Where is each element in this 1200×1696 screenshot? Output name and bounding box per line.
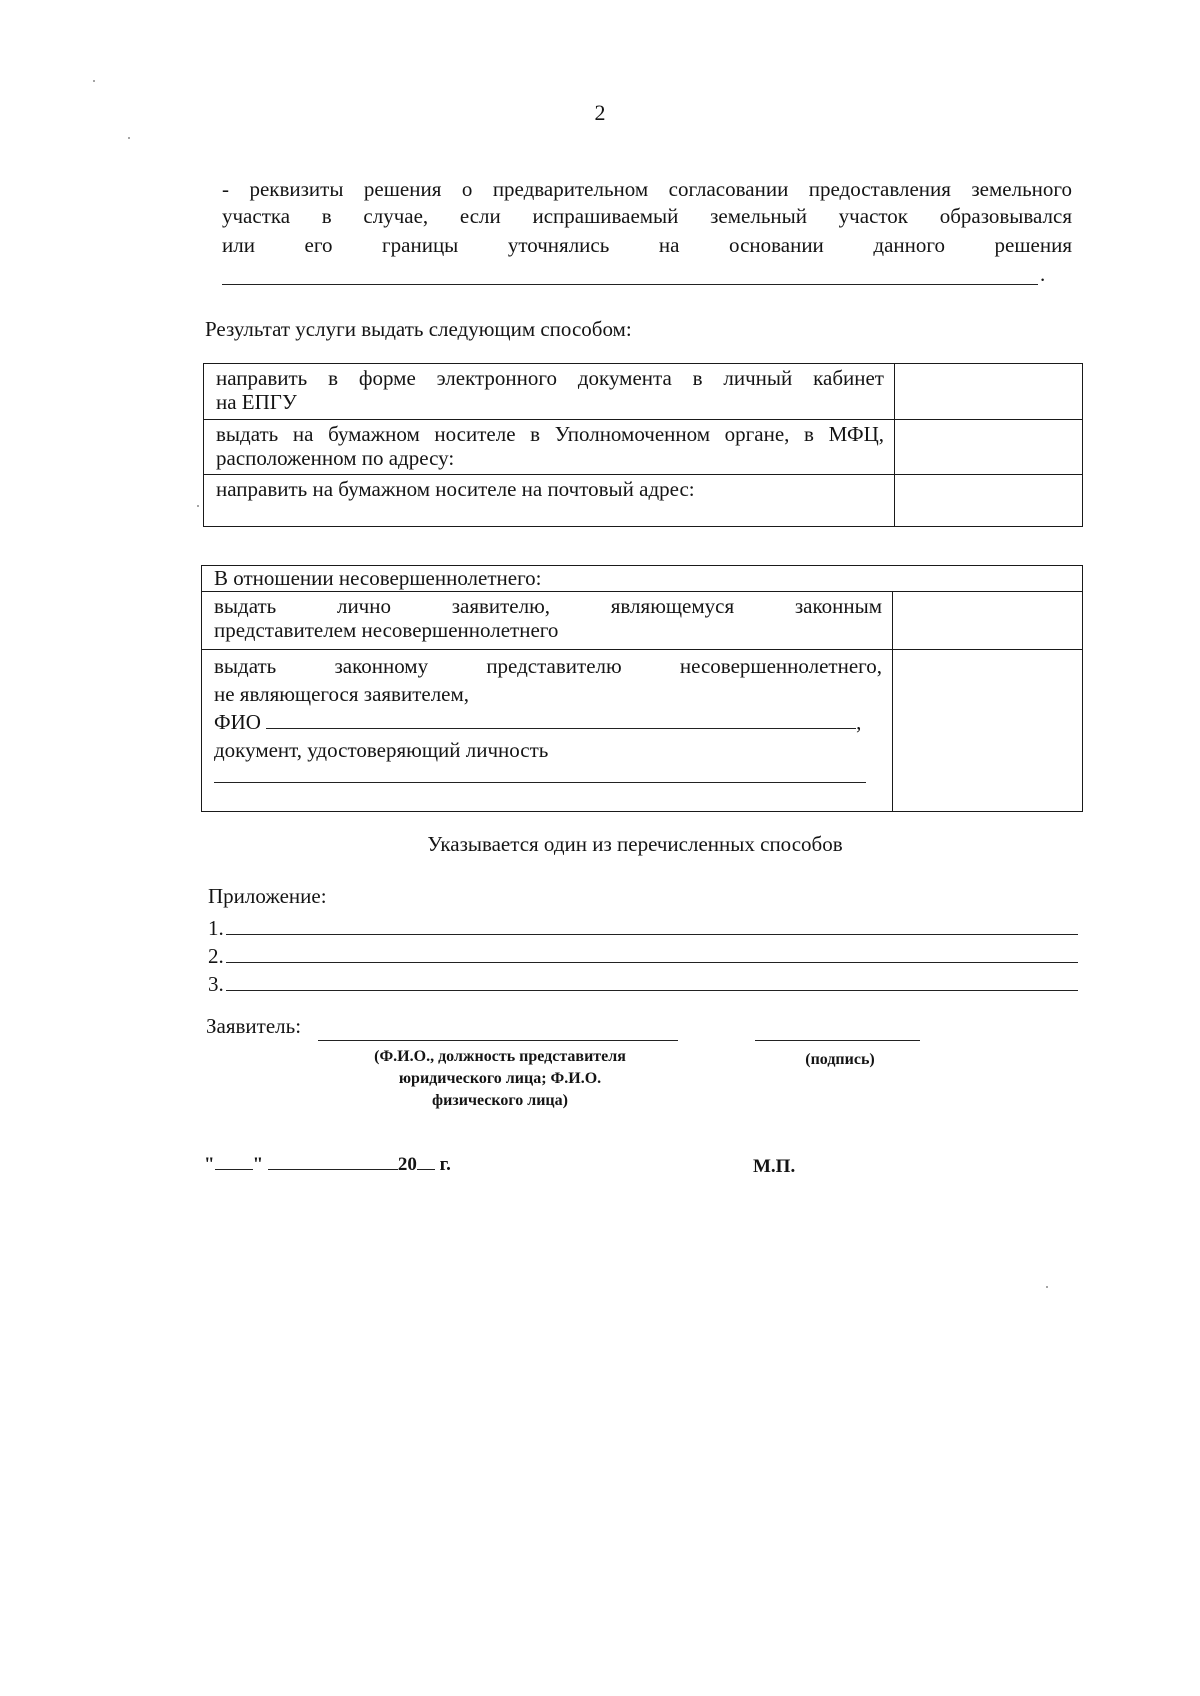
fio-row: [214, 708, 882, 736]
fio-label: ФИО: [214, 710, 261, 734]
minor-option-1-line-2: представителем несовершеннолетнего: [214, 618, 559, 642]
applicant-caption-line-1: (Ф.И.О., должность представителя: [374, 1048, 626, 1065]
scan-speck: [197, 505, 199, 507]
scan-speck: [93, 80, 95, 82]
date-line: [204, 1153, 451, 1176]
result-heading: Результат услуги выдать следующим способом:: [205, 317, 632, 341]
scan-speck: [1046, 1286, 1048, 1288]
requisites-end-mark: .: [1040, 262, 1046, 286]
attachment-field[interactable]: [226, 942, 1078, 963]
result-option-label: [204, 364, 895, 420]
signature-caption: (подпись): [805, 1051, 875, 1068]
minor-option-row: [202, 592, 1083, 650]
result-options-table: [203, 363, 1083, 527]
minor-option-2-line-1: выдать законному представителю несовершеннолетнего,: [214, 654, 882, 678]
minor-option-2-checkbox[interactable]: [893, 650, 1083, 812]
minor-heading: В отношении несовершеннолетнего:: [202, 566, 1083, 592]
scan-speck: [128, 137, 130, 139]
fio-field[interactable]: [266, 710, 856, 729]
result-option-2-line-2: расположенном по адресу:: [216, 446, 455, 470]
identity-document-label: документ, удостоверяющий личность: [214, 738, 549, 762]
instruction-note: Указывается один из перечисленных способов: [427, 832, 843, 856]
result-option-3-checkbox[interactable]: [895, 475, 1083, 527]
stamp-label: М.П.: [753, 1156, 796, 1177]
applicant-label: Заявитель:: [206, 1014, 302, 1038]
attachments-title: Приложение:: [208, 884, 327, 908]
minor-option-label: [202, 650, 893, 812]
requisites-line-3: или его границы уточнялись на основании данного решения: [222, 233, 1072, 257]
result-option-row: [204, 420, 1083, 475]
signature-field[interactable]: [755, 1040, 920, 1041]
result-option-1-checkbox[interactable]: [895, 364, 1083, 420]
minor-option-row: [202, 650, 1083, 812]
minor-options-table: [201, 565, 1083, 812]
result-option-3-line-1: направить на бумажном носителе на почтовый адрес:: [216, 477, 695, 501]
attachment-field[interactable]: [226, 970, 1078, 991]
result-option-label: [204, 475, 895, 527]
identity-document-field[interactable]: [214, 764, 866, 783]
attachment-item: [208, 914, 1078, 941]
date-quote-close: ": [252, 1154, 264, 1175]
minor-option-label: [202, 592, 893, 650]
result-option-row: [204, 475, 1083, 527]
minor-heading-row: [202, 566, 1083, 592]
fio-end-mark: ,: [856, 710, 862, 734]
day-field[interactable]: [215, 1153, 253, 1170]
year-suffix: г.: [439, 1154, 451, 1175]
minor-option-2-line-2: не являющегося заявителем,: [214, 682, 470, 706]
result-option-2-checkbox[interactable]: [895, 420, 1083, 475]
attachment-field[interactable]: [226, 914, 1078, 935]
result-option-1-line-2: на ЕПГУ: [216, 390, 297, 414]
attachment-number: 1.: [208, 916, 224, 940]
minor-option-1-checkbox[interactable]: [893, 592, 1083, 650]
attachment-number: 3.: [208, 972, 224, 996]
minor-option-1-line-1: выдать лично заявителю, являющемуся законным: [214, 594, 882, 618]
result-option-row: [204, 364, 1083, 420]
date-quote-open: ": [204, 1154, 215, 1175]
month-field[interactable]: [268, 1153, 398, 1170]
requisites-line-1: - реквизиты решения о предварительном согласовании предоставления земельного: [222, 177, 1072, 201]
applicant-caption-line-2: юридического лица; Ф.И.О.: [398, 1070, 602, 1087]
result-option-1-line-1: направить в форме электронного документа в личный кабинет: [216, 366, 884, 390]
applicant-caption-line-3: физического лица): [432, 1092, 568, 1109]
result-option-label: [204, 420, 895, 475]
applicant-name-field[interactable]: [318, 1040, 678, 1041]
requisites-blank-line: [222, 284, 1038, 285]
applicant-name-caption: [350, 1046, 650, 1112]
result-option-2-line-1: выдать на бумажном носителе в Уполномоченном органе, в МФЦ,: [216, 422, 884, 446]
year-field[interactable]: [417, 1153, 435, 1170]
attachment-item: [208, 970, 1078, 997]
page-number: 2: [594, 100, 606, 125]
attachment-item: [208, 942, 1078, 969]
attachment-number: 2.: [208, 944, 224, 968]
requisites-line-2: участка в случае, если испрашиваемый земельный участок образовывался: [222, 204, 1072, 228]
year-prefix: 20: [397, 1154, 417, 1175]
